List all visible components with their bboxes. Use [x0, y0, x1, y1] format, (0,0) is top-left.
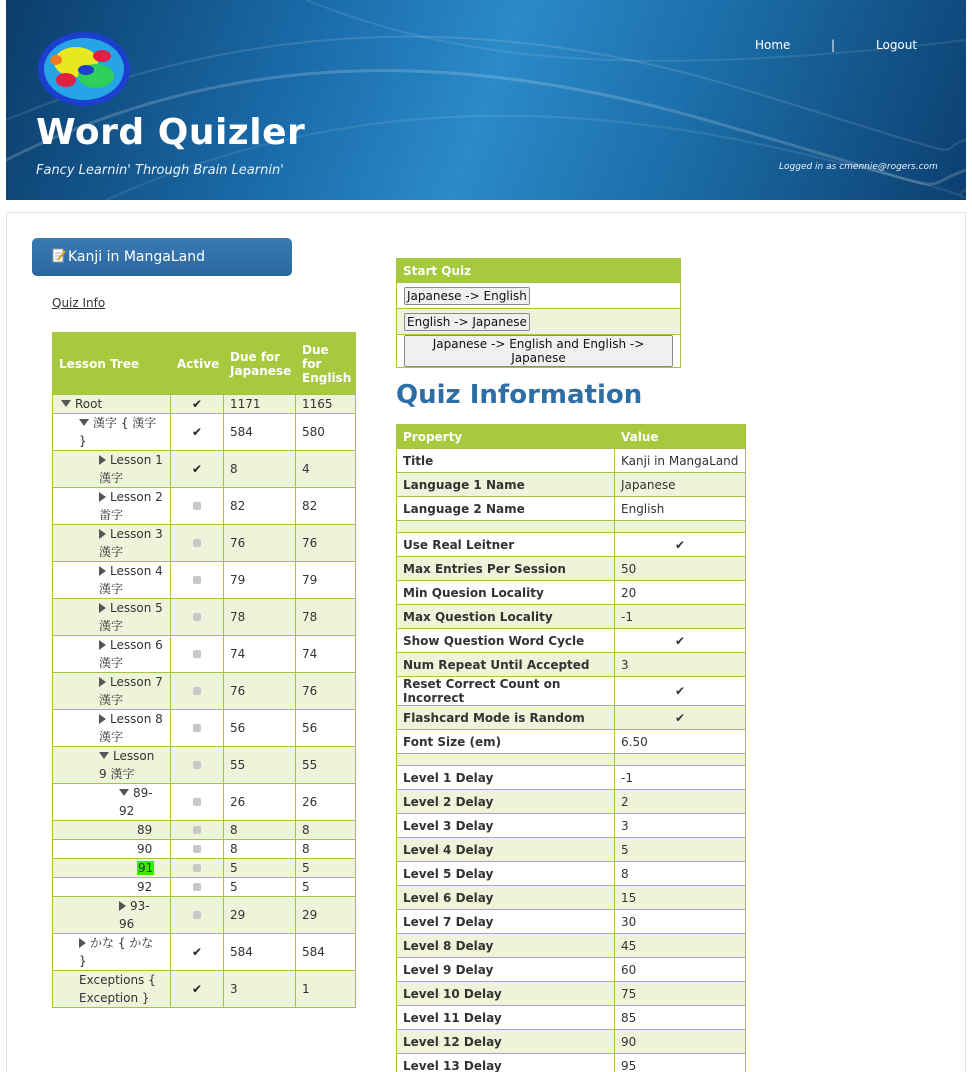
- value-cell: 3: [615, 653, 746, 677]
- inactive-checkbox-icon[interactable]: [193, 724, 201, 732]
- collapsed-triangle-icon[interactable]: [99, 714, 106, 724]
- value-cell: 60: [615, 958, 746, 982]
- lesson-label[interactable]: 93-96: [119, 899, 150, 931]
- collapsed-triangle-icon[interactable]: [99, 529, 106, 539]
- collapsed-triangle-icon[interactable]: [99, 566, 106, 576]
- lesson-cell: [53, 562, 171, 599]
- info-row: [397, 910, 746, 934]
- due-english-cell: 79: [296, 562, 356, 599]
- info-row: [397, 1030, 746, 1054]
- lesson-cell: [53, 395, 171, 414]
- due-japanese-cell: 55: [224, 747, 296, 784]
- active-checkmark-icon[interactable]: ✔: [191, 945, 203, 959]
- inactive-checkbox-icon[interactable]: [193, 539, 201, 547]
- property-cell: Language 1 Name: [397, 473, 615, 497]
- value-cell: 75: [615, 982, 746, 1006]
- collapsed-triangle-icon[interactable]: [79, 938, 86, 948]
- active-cell: [171, 673, 224, 710]
- expanded-triangle-icon[interactable]: [61, 400, 71, 407]
- quiz-title-tab[interactable]: [32, 238, 292, 276]
- lesson-cell: [53, 897, 171, 934]
- start-quiz-header: Start Quiz: [397, 259, 681, 283]
- lesson-cell: [53, 747, 171, 784]
- lesson-tree-table: [52, 332, 356, 1008]
- start-both-directions-button[interactable]: Japanese -> English and English -> Japanese: [404, 335, 673, 367]
- header-property: Property: [397, 425, 615, 449]
- info-row: [397, 706, 746, 730]
- lesson-label[interactable]: Lesson 1 漢字: [99, 453, 163, 485]
- header-value: Value: [615, 425, 746, 449]
- value-cell: 30: [615, 910, 746, 934]
- due-japanese-cell: 584: [224, 414, 296, 451]
- brain-logo-icon: [36, 30, 132, 108]
- value-cell: 6.50: [615, 730, 746, 754]
- quiz-info-link[interactable]: Quiz Info: [52, 296, 106, 310]
- lesson-label[interactable]: Lesson 5 漢字: [99, 601, 163, 633]
- active-checkmark-icon[interactable]: ✔: [191, 397, 203, 411]
- active-cell: [171, 562, 224, 599]
- lesson-label[interactable]: Root: [75, 397, 103, 411]
- due-english-cell: 29: [296, 897, 356, 934]
- property-cell: Level 12 Delay: [397, 1030, 615, 1054]
- info-row: [397, 533, 746, 557]
- info-row: [397, 521, 746, 533]
- lesson-tree-row[interactable]: [53, 673, 356, 710]
- info-row: [397, 653, 746, 677]
- expanded-triangle-icon[interactable]: [99, 752, 109, 759]
- active-cell: [171, 897, 224, 934]
- due-english-cell: 8: [296, 821, 356, 840]
- property-cell: [397, 521, 615, 533]
- lesson-label[interactable]: 89-92: [119, 786, 153, 818]
- nav-home-link[interactable]: Home: [755, 38, 791, 52]
- lesson-cell: [53, 784, 171, 821]
- lesson-tree-row[interactable]: [53, 934, 356, 971]
- info-row: [397, 605, 746, 629]
- value-cell: 20: [615, 581, 746, 605]
- active-cell: [171, 599, 224, 636]
- active-cell: [171, 971, 224, 1008]
- value-cell: Kanji in MangaLand: [615, 449, 746, 473]
- lesson-cell: [53, 859, 171, 878]
- due-english-cell: 26: [296, 784, 356, 821]
- lesson-label[interactable]: Lesson 2 畨字: [99, 490, 163, 522]
- due-english-cell: 55: [296, 747, 356, 784]
- info-row: [397, 958, 746, 982]
- collapsed-triangle-icon[interactable]: [99, 677, 106, 687]
- due-english-cell: 584: [296, 934, 356, 971]
- info-row: [397, 790, 746, 814]
- due-japanese-cell: 3: [224, 971, 296, 1008]
- lesson-cell: [53, 673, 171, 710]
- property-cell: Language 2 Name: [397, 497, 615, 521]
- quiz-title-label: Kanji in MangaLand: [68, 249, 205, 265]
- expanded-triangle-icon[interactable]: [119, 789, 129, 796]
- quiz-information-table: [396, 424, 746, 1072]
- lesson-tree-row[interactable]: [53, 821, 356, 840]
- lesson-label[interactable]: Lesson 7 漢字: [99, 675, 163, 707]
- due-japanese-cell: 584: [224, 934, 296, 971]
- property-cell: Title: [397, 449, 615, 473]
- lesson-cell: [53, 599, 171, 636]
- due-english-cell: 74: [296, 636, 356, 673]
- lesson-tree-row[interactable]: [53, 562, 356, 599]
- lesson-cell: [53, 821, 171, 840]
- info-row: [397, 581, 746, 605]
- logged-in-status: Logged in as cmennie@rogers.com: [779, 162, 938, 172]
- property-cell: Level 5 Delay: [397, 862, 615, 886]
- lesson-label[interactable]: Lesson 6 漢字: [99, 638, 163, 670]
- property-cell: Num Repeat Until Accepted: [397, 653, 615, 677]
- collapsed-triangle-icon[interactable]: [99, 640, 106, 650]
- value-checkmark-icon: ✔: [615, 533, 746, 557]
- due-japanese-cell: 56: [224, 710, 296, 747]
- due-japanese-cell: 74: [224, 636, 296, 673]
- active-cell: [171, 784, 224, 821]
- info-row: [397, 677, 746, 706]
- lesson-label[interactable]: 92: [137, 880, 153, 894]
- lesson-label[interactable]: Lesson 8 漢字: [99, 712, 163, 744]
- value-cell: 2: [615, 790, 746, 814]
- expanded-triangle-icon[interactable]: [79, 419, 89, 426]
- property-cell: Show Question Word Cycle: [397, 629, 615, 653]
- nav-separator: |: [831, 38, 836, 52]
- property-cell: Level 4 Delay: [397, 838, 615, 862]
- info-row: [397, 449, 746, 473]
- info-row: [397, 766, 746, 790]
- due-english-cell: 580: [296, 414, 356, 451]
- due-japanese-cell: 26: [224, 784, 296, 821]
- lesson-tree-row[interactable]: [53, 784, 356, 821]
- property-cell: Level 3 Delay: [397, 814, 615, 838]
- lesson-tree-row[interactable]: [53, 897, 356, 934]
- lesson-tree-row[interactable]: [53, 971, 356, 1008]
- start-en-to-jp-button[interactable]: English -> Japanese: [404, 313, 530, 331]
- active-cell: [171, 488, 224, 525]
- lesson-cell: [53, 934, 171, 971]
- active-cell: [171, 636, 224, 673]
- info-row: [397, 814, 746, 838]
- lesson-tree-row[interactable]: [53, 599, 356, 636]
- active-cell: [171, 934, 224, 971]
- due-english-cell: 1: [296, 971, 356, 1008]
- lesson-tree-row[interactable]: [53, 525, 356, 562]
- value-cell: -1: [615, 605, 746, 629]
- header-due-english: Due for English: [296, 333, 356, 395]
- value-cell: 5: [615, 838, 746, 862]
- nav-logout-link[interactable]: Logout: [876, 38, 918, 52]
- due-english-cell: 76: [296, 525, 356, 562]
- header-due-japanese: Due for Japanese: [224, 333, 296, 395]
- active-cell: [171, 859, 224, 878]
- lesson-label[interactable]: 90: [137, 842, 153, 856]
- value-cell: English: [615, 497, 746, 521]
- value-cell: [615, 521, 746, 533]
- value-cell: [615, 754, 746, 766]
- lesson-cell: [53, 414, 171, 451]
- value-cell: 15: [615, 886, 746, 910]
- value-cell: Japanese: [615, 473, 746, 497]
- info-row: [397, 886, 746, 910]
- lesson-tree-row[interactable]: [53, 395, 356, 414]
- inactive-checkbox-icon[interactable]: [193, 911, 201, 919]
- due-english-cell: 56: [296, 710, 356, 747]
- value-cell: 85: [615, 1006, 746, 1030]
- inactive-checkbox-icon[interactable]: [193, 826, 201, 834]
- info-row: [397, 730, 746, 754]
- lesson-tree-row[interactable]: [53, 840, 356, 859]
- due-english-cell: 76: [296, 673, 356, 710]
- property-cell: Reset Correct Count on Incorrect: [397, 677, 615, 706]
- inactive-checkbox-icon[interactable]: [193, 650, 201, 658]
- active-cell: [171, 710, 224, 747]
- inactive-checkbox-icon[interactable]: [193, 502, 201, 510]
- due-japanese-cell: 76: [224, 525, 296, 562]
- inactive-checkbox-icon[interactable]: [193, 613, 201, 621]
- active-cell: [171, 747, 224, 784]
- due-japanese-cell: 5: [224, 859, 296, 878]
- property-cell: Use Real Leitner: [397, 533, 615, 557]
- due-japanese-cell: 78: [224, 599, 296, 636]
- active-cell: [171, 395, 224, 414]
- due-english-cell: 82: [296, 488, 356, 525]
- lesson-label[interactable]: Lesson 9 漢字: [99, 749, 155, 781]
- due-japanese-cell: 82: [224, 488, 296, 525]
- active-cell: [171, 878, 224, 897]
- property-cell: Level 9 Delay: [397, 958, 615, 982]
- active-checkmark-icon[interactable]: ✔: [191, 462, 203, 476]
- value-cell: 45: [615, 934, 746, 958]
- inactive-checkbox-icon[interactable]: [193, 883, 201, 891]
- lesson-tree-row[interactable]: [53, 710, 356, 747]
- property-cell: Min Quesion Locality: [397, 581, 615, 605]
- info-row: [397, 497, 746, 521]
- value-checkmark-icon: ✔: [615, 677, 746, 706]
- active-checkmark-icon[interactable]: ✔: [191, 425, 203, 439]
- property-cell: Flashcard Mode is Random: [397, 706, 615, 730]
- lesson-cell: [53, 840, 171, 859]
- value-checkmark-icon: ✔: [615, 706, 746, 730]
- info-row: [397, 557, 746, 581]
- property-cell: Level 7 Delay: [397, 910, 615, 934]
- inactive-checkbox-icon[interactable]: [193, 761, 201, 769]
- lesson-cell: [53, 710, 171, 747]
- notepad-pencil-icon: [52, 248, 66, 264]
- due-japanese-cell: 8: [224, 821, 296, 840]
- due-japanese-cell: 8: [224, 451, 296, 488]
- lesson-label[interactable]: 漢字 { 漢字 }: [79, 416, 157, 448]
- lesson-label[interactable]: かな { かな }: [79, 936, 154, 968]
- property-cell: Max Entries Per Session: [397, 557, 615, 581]
- property-cell: Level 13 Delay: [397, 1054, 615, 1072]
- due-english-cell: 78: [296, 599, 356, 636]
- lesson-cell: [53, 525, 171, 562]
- info-row: [397, 982, 746, 1006]
- inactive-checkbox-icon[interactable]: [193, 845, 201, 853]
- due-english-cell: 5: [296, 859, 356, 878]
- collapsed-triangle-icon[interactable]: [99, 455, 106, 465]
- lesson-cell: [53, 971, 171, 1008]
- inactive-checkbox-icon[interactable]: [193, 576, 201, 584]
- active-checkmark-icon[interactable]: ✔: [191, 982, 203, 996]
- value-cell: 95: [615, 1054, 746, 1072]
- property-cell: Level 2 Delay: [397, 790, 615, 814]
- value-cell: -1: [615, 766, 746, 790]
- inactive-checkbox-icon[interactable]: [193, 798, 201, 806]
- due-japanese-cell: 79: [224, 562, 296, 599]
- active-cell: [171, 840, 224, 859]
- lesson-tree-row[interactable]: [53, 488, 356, 525]
- due-english-cell: 1165: [296, 395, 356, 414]
- start-jp-to-en-button[interactable]: Japanese -> English: [404, 287, 530, 305]
- property-cell: Font Size (em): [397, 730, 615, 754]
- info-row: [397, 473, 746, 497]
- due-english-cell: 8: [296, 840, 356, 859]
- lesson-tree-row[interactable]: [53, 859, 356, 878]
- info-row: [397, 754, 746, 766]
- lesson-tree-row[interactable]: [53, 878, 356, 897]
- collapsed-triangle-icon[interactable]: [99, 603, 106, 613]
- lesson-tree-row[interactable]: [53, 636, 356, 673]
- info-row: [397, 934, 746, 958]
- property-cell: [397, 754, 615, 766]
- active-cell: [171, 525, 224, 562]
- lesson-tree-row[interactable]: [53, 451, 356, 488]
- info-row: [397, 629, 746, 653]
- collapsed-triangle-icon[interactable]: [119, 901, 126, 911]
- due-english-cell: 5: [296, 878, 356, 897]
- due-japanese-cell: 8: [224, 840, 296, 859]
- site-title: Word Quizler: [36, 112, 306, 153]
- due-japanese-cell: 5: [224, 878, 296, 897]
- due-english-cell: 4: [296, 451, 356, 488]
- lesson-tree-row[interactable]: [53, 747, 356, 784]
- property-cell: Level 6 Delay: [397, 886, 615, 910]
- site-header: [6, 0, 966, 200]
- header-active: Active: [171, 333, 224, 395]
- active-cell: [171, 451, 224, 488]
- info-row: [397, 862, 746, 886]
- lesson-cell: [53, 488, 171, 525]
- due-japanese-cell: 29: [224, 897, 296, 934]
- value-checkmark-icon: ✔: [615, 629, 746, 653]
- inactive-checkbox-icon[interactable]: [193, 864, 201, 872]
- active-cell: [171, 821, 224, 840]
- header-lesson-tree: Lesson Tree: [53, 333, 171, 395]
- lesson-label[interactable]: Lesson 3 漢字: [99, 527, 163, 559]
- value-cell: 8: [615, 862, 746, 886]
- info-row: [397, 1054, 746, 1072]
- property-cell: Level 1 Delay: [397, 766, 615, 790]
- property-cell: Level 8 Delay: [397, 934, 615, 958]
- info-row: [397, 1006, 746, 1030]
- property-cell: Level 10 Delay: [397, 982, 615, 1006]
- quiz-information-title: Quiz Information: [396, 380, 643, 410]
- lesson-cell: [53, 636, 171, 673]
- collapsed-triangle-icon[interactable]: [99, 492, 106, 502]
- lesson-label[interactable]: 89: [137, 823, 153, 837]
- active-cell: [171, 414, 224, 451]
- start-quiz-table: [396, 258, 681, 368]
- lesson-label[interactable]: Exceptions { Exception }: [79, 973, 156, 1005]
- due-japanese-cell: 76: [224, 673, 296, 710]
- lesson-label[interactable]: Lesson 4 漢字: [99, 564, 163, 596]
- property-cell: Level 11 Delay: [397, 1006, 615, 1030]
- info-row: [397, 838, 746, 862]
- value-cell: 50: [615, 557, 746, 581]
- due-japanese-cell: 1171: [224, 395, 296, 414]
- site-tagline: Fancy Learnin' Through Brain Learnin': [36, 163, 284, 178]
- lesson-cell: [53, 451, 171, 488]
- value-cell: 90: [615, 1030, 746, 1054]
- value-cell: 3: [615, 814, 746, 838]
- lesson-label[interactable]: 91: [138, 861, 154, 875]
- inactive-checkbox-icon[interactable]: [193, 687, 201, 695]
- lesson-tree-row[interactable]: [53, 414, 356, 451]
- property-cell: Max Question Locality: [397, 605, 615, 629]
- lesson-cell: [53, 878, 171, 897]
